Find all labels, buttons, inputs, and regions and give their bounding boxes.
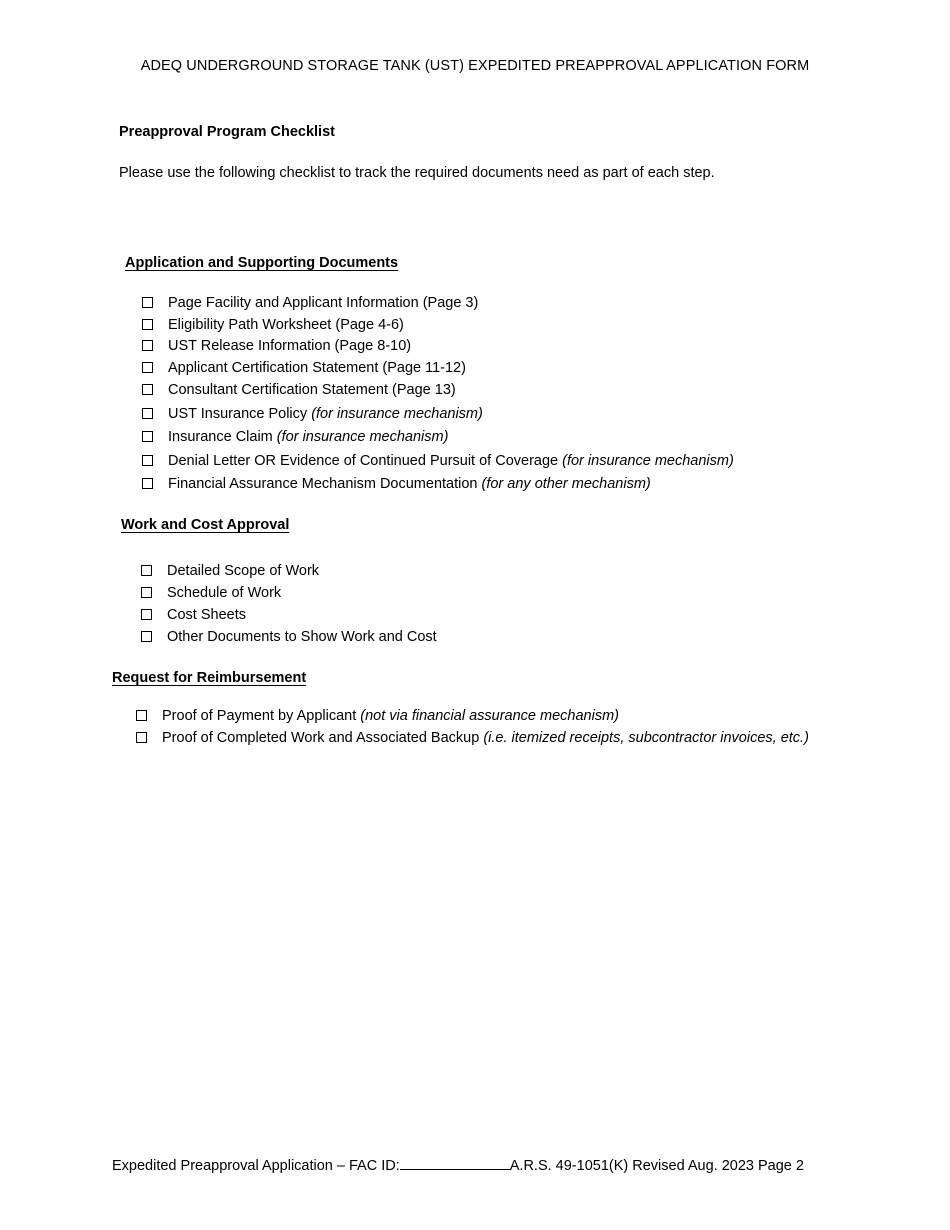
checklist-item-other-docs[interactable] xyxy=(141,627,437,647)
section-heading-work-cost: Work and Cost Approval xyxy=(121,517,290,533)
item-label: Eligibility Path Worksheet (Page 4-6) xyxy=(168,317,404,333)
footer-left: Expedited Preapproval Application – FAC ID: xyxy=(112,1158,400,1174)
page-header: ADEQ UNDERGROUND STORAGE TANK (UST) EXPEDITED PREAPPROVAL APPLICATION FORM xyxy=(140,58,810,74)
item-label: UST Insurance Policy xyxy=(168,406,312,422)
checkbox[interactable] xyxy=(142,455,153,466)
item-note: (for insurance mechanism) xyxy=(311,406,483,422)
item-note: (for insurance mechanism) xyxy=(276,429,449,445)
checklist-item-insurance-policy[interactable] xyxy=(142,404,483,424)
checklist-item-release-info[interactable] xyxy=(142,336,411,356)
checklist-item-denial-letter[interactable] xyxy=(142,451,734,471)
checklist-item-cost-sheets[interactable] xyxy=(141,605,246,625)
checkbox[interactable] xyxy=(142,431,153,442)
item-label: Proof of Completed Work and Associated Backup xyxy=(162,730,484,746)
item-label: Page Facility and Applicant Information (Page 3) xyxy=(168,295,479,311)
item-label: Schedule of Work xyxy=(167,585,282,601)
checkbox[interactable] xyxy=(136,732,147,743)
checklist-item-facility-info[interactable] xyxy=(142,293,478,313)
checkbox[interactable] xyxy=(142,478,153,489)
item-label: Denial Letter OR Evidence of Continued Pursuit of Coverage xyxy=(168,453,563,469)
checklist-item-schedule[interactable] xyxy=(141,583,281,603)
checklist-item-proof-payment[interactable] xyxy=(136,706,619,726)
item-label: Insurance Claim xyxy=(168,429,277,445)
footer-right: A.R.S. 49-1051(K) Revised Aug. 2023 Page 2 xyxy=(509,1158,804,1174)
checklist-item-consultant-cert[interactable] xyxy=(142,380,456,400)
checkbox[interactable] xyxy=(141,587,152,598)
checklist-title: Preapproval Program Checklist xyxy=(119,124,335,140)
checklist-item-eligibility[interactable] xyxy=(142,315,404,335)
item-label: UST Release Information (Page 8-10) xyxy=(168,338,412,354)
checklist-item-applicant-cert[interactable] xyxy=(142,358,466,378)
checkbox[interactable] xyxy=(136,710,147,721)
section-heading-application: Application and Supporting Documents xyxy=(125,255,399,271)
checklist-intro: Please use the following checklist to track the required documents need as part of each step. xyxy=(119,165,715,181)
checklist-item-proof-work[interactable] xyxy=(136,728,830,748)
checklist-item-insurance-claim[interactable] xyxy=(142,427,448,447)
item-label: Other Documents to Show Work and Cost xyxy=(167,629,437,645)
item-label: Detailed Scope of Work xyxy=(167,563,320,579)
checklist-item-financial-assurance[interactable] xyxy=(142,474,651,494)
checkbox[interactable] xyxy=(141,609,152,620)
checklist-item-scope[interactable] xyxy=(141,561,319,581)
item-label: Proof of Payment by Applicant xyxy=(162,708,361,724)
item-note: (i.e. itemized receipts, subcontractor invoices, etc.) xyxy=(483,730,809,746)
item-note: (for any other mechanism) xyxy=(481,476,651,492)
checkbox[interactable] xyxy=(142,297,153,308)
item-label: Cost Sheets xyxy=(167,607,246,623)
item-label: Consultant Certification Statement (Page 13) xyxy=(168,382,456,398)
checkbox[interactable] xyxy=(142,362,153,373)
checkbox[interactable] xyxy=(142,319,153,330)
item-label: Applicant Certification Statement (Page 11-12) xyxy=(168,360,466,376)
checkbox[interactable] xyxy=(142,408,153,419)
checkbox[interactable] xyxy=(141,565,152,576)
checkbox[interactable] xyxy=(142,384,153,395)
item-label: Financial Assurance Mechanism Documentation xyxy=(168,476,482,492)
fac-id-field[interactable] xyxy=(400,1155,510,1170)
checkbox[interactable] xyxy=(141,631,152,642)
item-note: (for insurance mechanism) xyxy=(562,453,734,469)
page-footer xyxy=(112,1155,824,1174)
section-heading-reimbursement: Request for Reimbursement xyxy=(112,670,307,686)
checkbox[interactable] xyxy=(142,340,153,351)
item-note: (not via financial assurance mechanism) xyxy=(360,708,619,724)
